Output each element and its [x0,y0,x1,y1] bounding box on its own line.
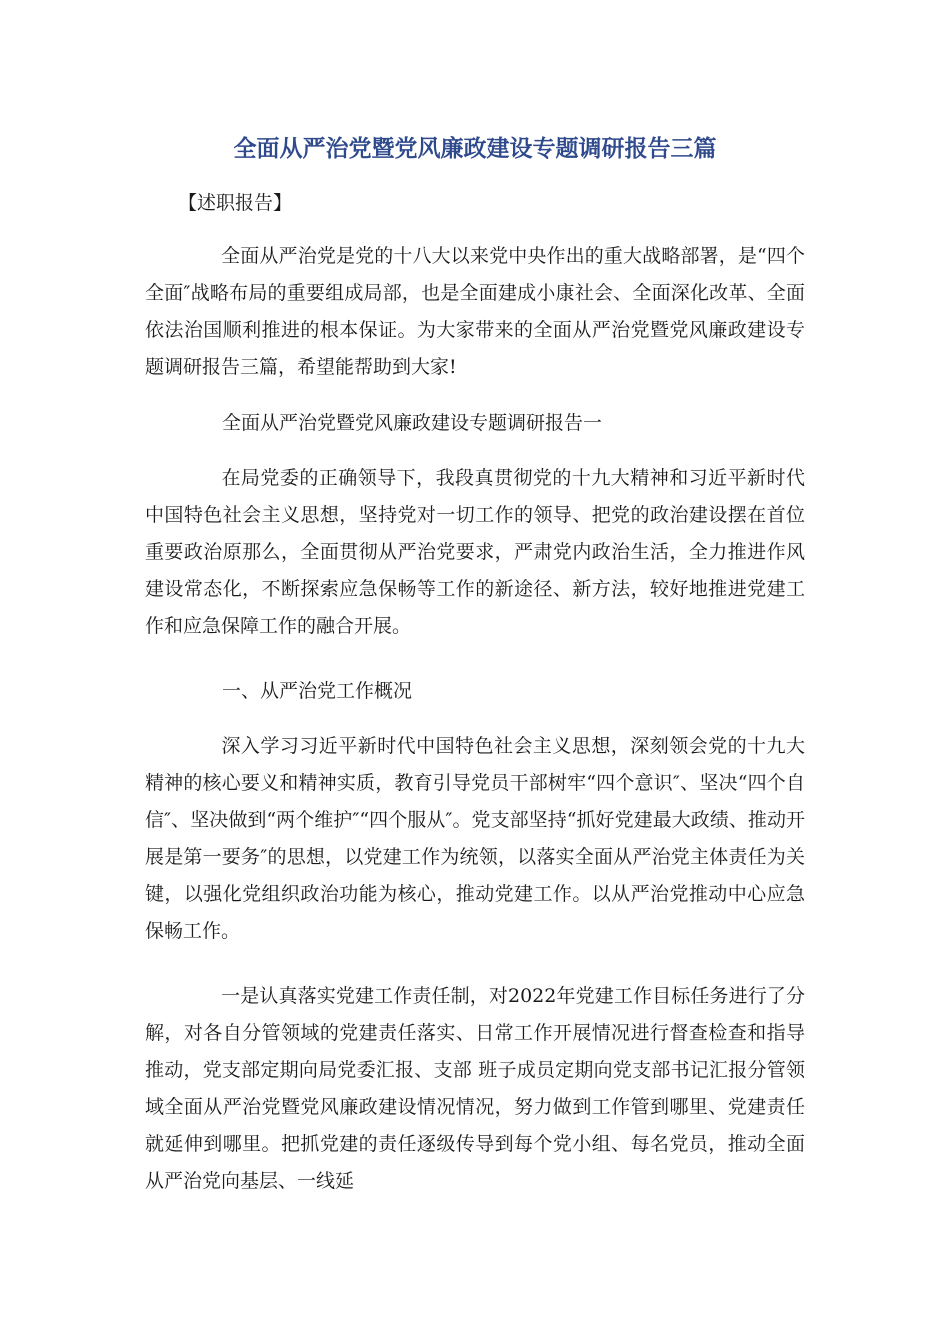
body-text-3: 一是认真落实党建工作责任制，对2022年党建工作目标任务进行了分解，对各自分管领域的党建责任落实、日常工作开展情况进行督查检查和指导推动，党支部定期向局党委汇报、支部 班子成员定期向党支部书记汇报分管领域全面从严治党暨党风廉政建设情况情况，努力做到工作管到哪里、党建责任就延伸到哪里。把抓党建的责任逐级传导到每个党小组、每名党员，推动全面从严治党向基层、一线延 [145,985,805,1192]
body-paragraph-2 [145,728,805,950]
body-paragraph-1 [145,460,805,645]
document-category-label: 【述职报告】 [178,192,293,214]
report-one-heading: 全面从严治党暨党风廉政建设专题调研报告一 [222,412,603,434]
section-one-heading: 一、从严治党工作概况 [222,680,413,702]
body-paragraph-3 [145,978,805,1200]
body-text-1: 在局党委的正确领导下，我段真贯彻党的十九大精神和习近平新时代中国特色社会主义思想，坚持党对一切工作的领导、把党的政治建设摆在首位重要政治原那么，全面贯彻从严治党要求，严肃党内政治生活，全力推进作风建设常态化，不断探索应急保畅等工作的新途径、新方法，较好地推进党建工作和应急保障工作的融合开展。 [145,467,805,637]
body-text-2: 深入学习习近平新时代中国特色社会主义思想，深刻领会党的十九大精神的核心要义和精神实质，教育引导党员干部树牢“四个意识″、坚决“四个自信″、坚决做到“两个维护″“四个服从″。党支部坚持“抓好党建最大政绩、推动开展是第一要务″的思想，以党建工作为统领，以落实全面从严治党主体责任为关键，以强化党组织政治功能为核心，推动党建工作。以从严治党推动中心应急保畅工作。 [145,735,805,942]
intro-text: 全面从严治党是党的十八大以来党中央作出的重大战略部署，是“四个全面″战略布局的重要组成局部，也是全面建成小康社会、全面深化改革、全面依法治国顺利推进的根本保证。为大家带来的全面从严治党暨党风廉政建设专题调研报告三篇，希望能帮助到大家! [145,245,805,378]
intro-paragraph [145,238,805,386]
document-title: 全面从严治党暨党风廉政建设专题调研报告三篇 [233,136,717,162]
